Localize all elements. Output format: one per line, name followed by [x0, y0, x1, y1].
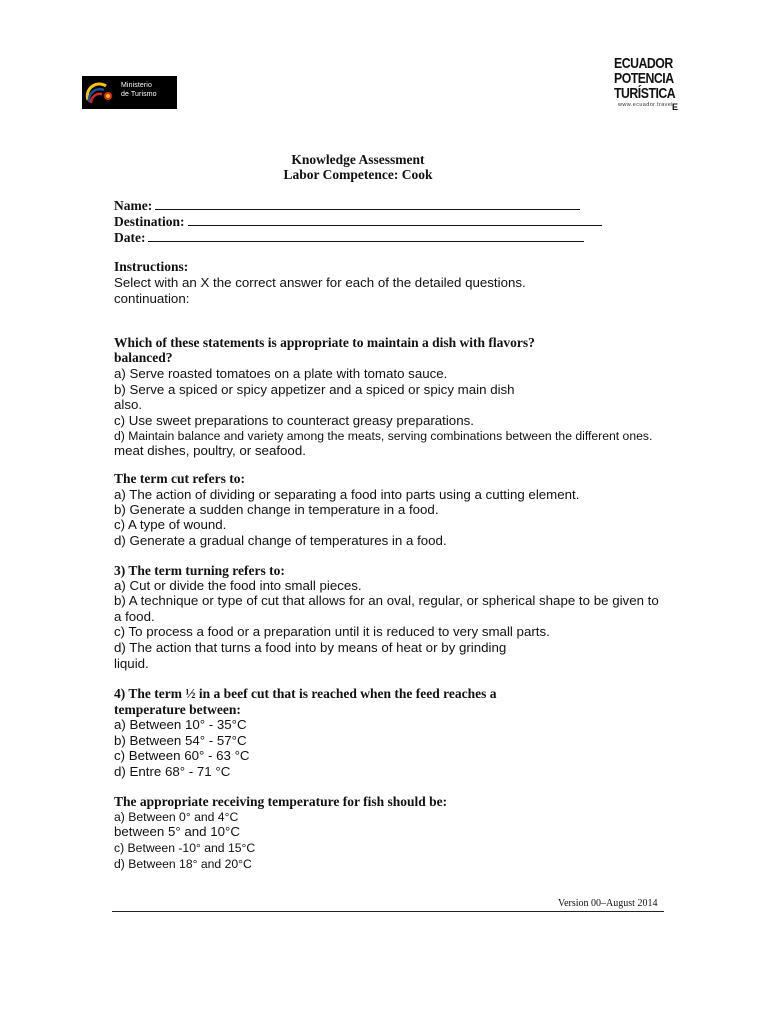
q1-option-b-line2[interactable]: also. [114, 397, 143, 412]
q2-option-b[interactable]: b) Generate a sudden change in temperature in a food. [114, 502, 439, 517]
instructions-line2: continuation: [114, 291, 190, 306]
q2-option-a[interactable]: a) The action of dividing or separating a food into parts using a cutting element. [114, 487, 580, 502]
q3-option-b-line2[interactable]: a food. [114, 609, 155, 624]
footer-divider [112, 911, 664, 912]
q3-option-d-line2[interactable]: liquid. [114, 656, 149, 671]
instructions-heading: Instructions: [114, 259, 189, 274]
ministerio-emblem-icon [82, 76, 118, 109]
q3-option-d-line1[interactable]: d) The action that turns a food into by means of heat or by grinding [114, 640, 507, 655]
q4-question-line1: 4) The term ½ in a beef cut that is reached when the feed reaches a [114, 686, 497, 701]
q1-question-line2: balanced? [114, 350, 173, 365]
q1-option-b-line1[interactable]: b) Serve a spiced or spicy appetizer and a spiced or spicy main dish [114, 382, 515, 397]
date-label: Date: [114, 230, 146, 245]
q4-option-b[interactable]: b) Between 54° - 57°C [114, 733, 247, 748]
q3-option-b-line1[interactable]: b) A technique or type of cut that allows for an oval, regular, or spherical shape to be given to [114, 593, 659, 608]
q4-option-c[interactable]: c) Between 60° - 63 °C [114, 748, 250, 763]
ministerio-label [121, 81, 157, 99]
logo-word-potencia: POTENCIA [614, 70, 674, 87]
q1-option-a[interactable]: a) Serve roasted tomatoes on a plate with tomato sauce. [114, 366, 448, 381]
q1-question-text: Which of these statements is appropriate to maintain a dish with flavors? [114, 335, 535, 350]
q2-question: The term cut refers to: [114, 471, 245, 486]
q4-option-d[interactable]: d) Entre 68° - 71 °C [114, 764, 231, 779]
q5-option-c[interactable]: c) Between -10° and 15°C [114, 841, 256, 855]
q5-option-d[interactable]: d) Between 18° and 20°C [114, 857, 252, 871]
destination-blank-line[interactable] [188, 213, 602, 226]
logo-url: www.ecuador.travel [618, 102, 673, 108]
date-blank-line[interactable] [148, 229, 584, 242]
q1-question-line1 [114, 335, 552, 351]
q4-question-line2: temperature between: [114, 702, 241, 717]
q5-option-b[interactable]: between 5° and 10°C [114, 824, 240, 839]
name-label: Name: [114, 198, 153, 213]
q3-option-a[interactable]: a) Cut or divide the food into small pieces. [114, 578, 362, 593]
destination-label: Destination: [114, 214, 185, 229]
instructions-line1: Select with an X the correct answer for each of the detailed questions. [114, 275, 526, 290]
q3-question: 3) The term turning refers to: [114, 563, 285, 578]
ministerio-turismo-logo [82, 76, 177, 109]
ministerio-label-line2: de Turismo [121, 91, 157, 98]
q5-option-a[interactable]: a) Between 0° and 4°C [114, 810, 239, 824]
name-blank-line[interactable] [155, 197, 580, 210]
q2-option-c[interactable]: c) A type of wound. [114, 517, 227, 532]
destination-field[interactable] [114, 213, 602, 230]
q3-option-c[interactable]: c) To process a food or a preparation until it is reduced to very small parts. [114, 624, 550, 639]
document-subtitle: Labor Competence: Cook [283, 167, 433, 182]
q1-option-c[interactable]: c) Use sweet preparations to counteract greasy preparations. [114, 413, 474, 428]
q4-option-a[interactable]: a) Between 10° - 35°C [114, 717, 247, 732]
logo-word-ecuador: ECUADOR [614, 55, 673, 72]
version-footer: Version 00–August 2014 [558, 898, 658, 909]
logo-e-mark: E [672, 102, 679, 112]
ministerio-label-line1: Ministerio [121, 82, 152, 89]
document-title: Knowledge Assessment [291, 152, 425, 167]
date-field[interactable] [114, 229, 584, 246]
ecuador-potencia-turistica-logo [614, 56, 684, 122]
q5-question: The appropriate receiving temperature for fish should be: [114, 794, 448, 809]
q1-option-d-line1[interactable]: d) Maintain balance and variety among the meats, serving combinations between the different ones. [114, 429, 653, 443]
q1-option-d-line2[interactable]: meat dishes, poultry, or seafood. [114, 443, 306, 458]
name-field[interactable] [114, 197, 580, 214]
logo-word-turistica: TURÍSTICA [614, 85, 676, 102]
q2-option-d[interactable]: d) Generate a gradual change of temperatures in a food. [114, 533, 447, 548]
